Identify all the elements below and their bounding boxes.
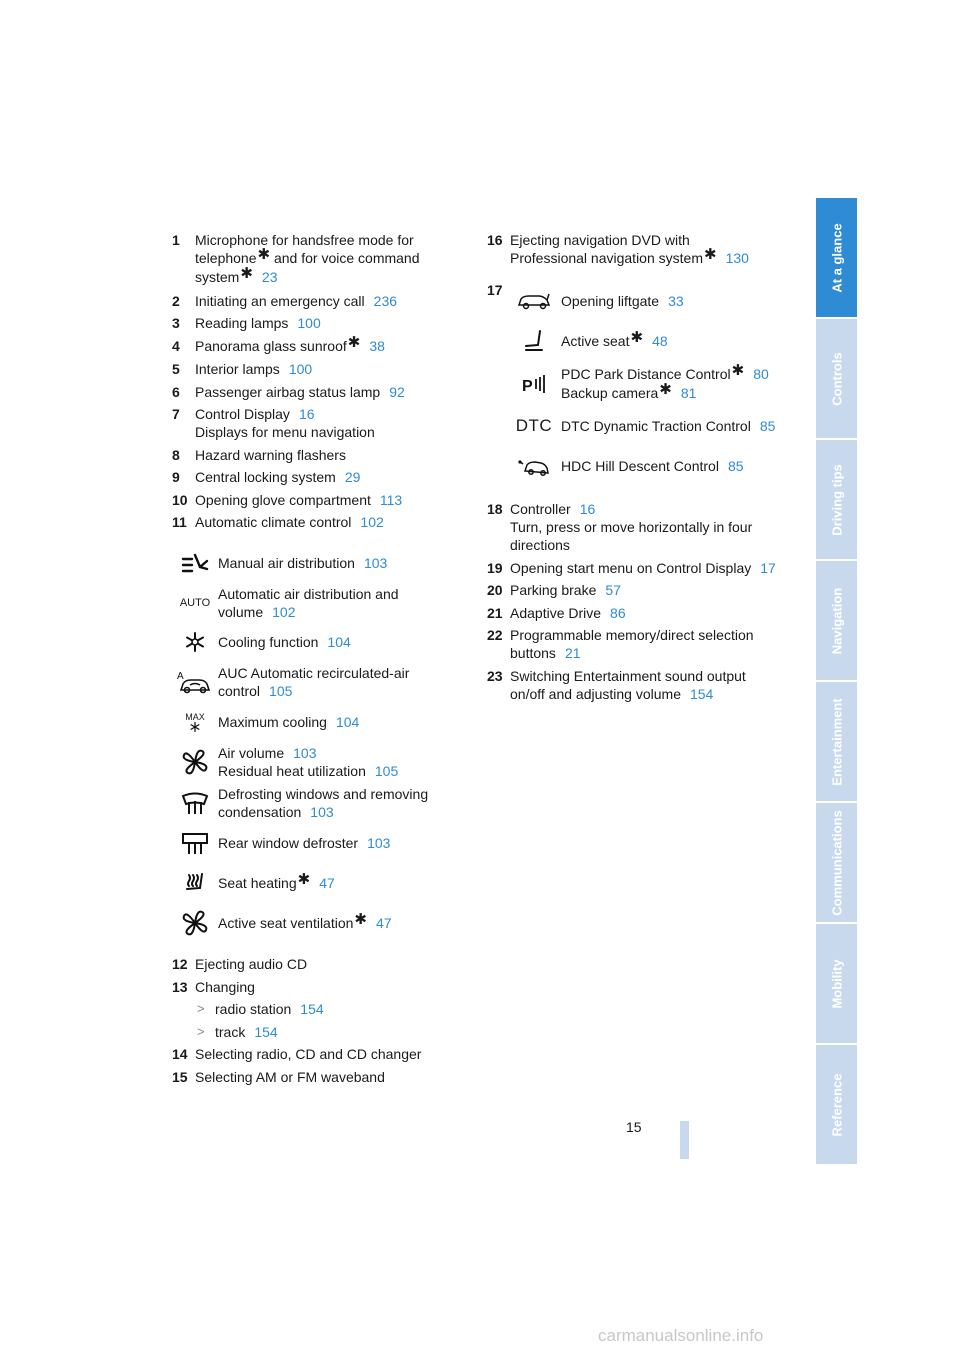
optional-star-icon: ✱ bbox=[630, 328, 644, 346]
page-ref-link[interactable]: 16 bbox=[579, 501, 596, 517]
climate-row: Air volume 103 Residual heat utilization 105 bbox=[172, 741, 472, 783]
windshield-defrost-icon bbox=[172, 790, 218, 816]
list-item-23: 23 Switching Entertainment sound output on/off and adjusting volume 154 bbox=[487, 667, 746, 702]
dtc-icon: DTC bbox=[515, 416, 553, 435]
page-ref-link[interactable]: 103 bbox=[367, 835, 391, 851]
page-ref-link[interactable]: 86 bbox=[610, 604, 626, 621]
hdc-icon bbox=[507, 455, 561, 477]
seat-heating-icon bbox=[172, 871, 218, 895]
page-ref-link[interactable]: 85 bbox=[759, 418, 776, 434]
list-item-20: 20 Parking brake 57 bbox=[487, 582, 621, 598]
list-item-9: 9 Central locking system 29 bbox=[172, 469, 361, 485]
button-row: HDC Hill Descent Control 85 bbox=[507, 446, 797, 486]
page-ref-link[interactable]: 33 bbox=[668, 293, 684, 309]
page-ref-link[interactable]: 17 bbox=[760, 559, 776, 576]
optional-star-icon: ✱ bbox=[354, 910, 367, 928]
page-ref-link[interactable]: 100 bbox=[297, 315, 321, 331]
snowflake-icon bbox=[172, 631, 218, 653]
page-ref-link[interactable]: 81 bbox=[680, 385, 697, 401]
page-ref-link[interactable]: 113 bbox=[379, 491, 403, 508]
page-ref-link[interactable]: 105 bbox=[374, 763, 399, 779]
pdc-icon bbox=[507, 373, 561, 395]
page-ref-link[interactable]: 16 bbox=[298, 406, 315, 422]
tab-reference[interactable]: Reference bbox=[816, 1045, 857, 1164]
tab-mobility[interactable]: Mobility bbox=[816, 924, 857, 1043]
page-ref-link[interactable]: 103 bbox=[363, 555, 388, 571]
page-number: 15 bbox=[626, 1119, 642, 1135]
list-item-10: 10 Opening glove compartment 113 bbox=[172, 491, 403, 508]
climate-row: Seat heating✱ 47 bbox=[172, 863, 472, 903]
page-ref-link[interactable]: 154 bbox=[300, 1001, 324, 1017]
list-item-1: 1 Microphone for handsfree mode for telephone✱ and for voice command system✱ 23 bbox=[172, 232, 420, 285]
button-row: Active seat✱ 48 bbox=[507, 320, 797, 362]
auto-icon: AUTO bbox=[179, 597, 211, 609]
page-ref-link[interactable]: 47 bbox=[319, 874, 335, 891]
page-ref-link[interactable]: 103 bbox=[310, 804, 334, 820]
page-ref-link[interactable]: 21 bbox=[564, 645, 581, 661]
page-ref-link[interactable]: 130 bbox=[725, 250, 749, 266]
list-item-2: 2 Initiating an emergency call 236 bbox=[172, 292, 398, 309]
sub-item: > track 154 bbox=[197, 1023, 278, 1040]
climate-row: Active seat ventilation✱ 47 bbox=[172, 903, 472, 943]
left-column bbox=[172, 231, 472, 1090]
climate-row: MAX Maximum cooling 104 bbox=[172, 703, 472, 741]
page-ref-link[interactable]: 38 bbox=[369, 337, 385, 354]
list-item-8: 8 Hazard warning flashers bbox=[172, 446, 346, 463]
svg-text:A: A bbox=[177, 671, 184, 682]
optional-star-icon: ✱ bbox=[704, 246, 717, 263]
page-ref-link[interactable]: 57 bbox=[605, 582, 621, 598]
watermark: carmanualsonline.info bbox=[598, 1326, 764, 1345]
list-item-11: 11 Automatic climate control 102 bbox=[172, 514, 384, 530]
active-seat-icon bbox=[507, 329, 561, 353]
recirculation-icon bbox=[172, 670, 218, 694]
list-item-15: 15 Selecting AM or FM waveband bbox=[172, 1068, 385, 1085]
list-item-12: 12 Ejecting audio CD bbox=[172, 956, 308, 972]
climate-row: Defrosting windows and removing condensation 103 bbox=[172, 783, 472, 823]
climate-row: AUTO Automatic air distribution and volume 102 bbox=[172, 583, 472, 623]
optional-star-icon: ✱ bbox=[240, 265, 253, 282]
bullet-arrow-icon: > bbox=[197, 1001, 205, 1016]
fan-icon bbox=[172, 747, 218, 777]
liftgate-icon bbox=[507, 291, 561, 311]
list-item-22: 22 Programmable memory/direct selection buttons 21 bbox=[487, 627, 754, 661]
tab-at-a-glance[interactable]: At a glance bbox=[816, 198, 857, 317]
page-number-bar bbox=[680, 1121, 689, 1159]
page-ref-link[interactable]: 104 bbox=[327, 634, 351, 650]
page-ref-link[interactable]: 102 bbox=[360, 514, 384, 530]
list-item-17: 17 Opening liftgate 33 Active seat✱ 48 P PDC Park Distance Control✱ 80 Backup camera✱ 81 DTC DTC Dynamic Traction Control 85 HDC Hill Descent Control 85 bbox=[487, 282, 797, 486]
tab-driving-tips[interactable]: Driving tips bbox=[816, 440, 857, 559]
list-item-5: 5 Interior lamps 100 bbox=[172, 361, 313, 377]
list-item-18: 18 Controller 16 Turn, press or move horizontally in four directions bbox=[487, 501, 753, 553]
page-ref-link[interactable]: 92 bbox=[389, 383, 405, 400]
page-ref-link[interactable]: 29 bbox=[344, 469, 361, 485]
optional-star-icon: ✱ bbox=[297, 870, 311, 888]
bullet-arrow-icon: > bbox=[197, 1023, 205, 1039]
page-ref-link[interactable]: 105 bbox=[269, 683, 293, 699]
list-item-7: 7 Control Display 16 Displays for menu navigation bbox=[172, 406, 375, 440]
list-item-19: 19 Opening start menu on Control Display 17 bbox=[487, 559, 776, 576]
rear-defrost-icon bbox=[172, 830, 218, 856]
chapter-tabs bbox=[816, 198, 857, 1166]
seat-ventilation-icon bbox=[172, 908, 218, 938]
optional-star-icon: ✱ bbox=[731, 362, 745, 379]
page-ref-link[interactable]: 154 bbox=[254, 1023, 278, 1040]
list-item-6: 6 Passenger airbag status lamp 92 bbox=[172, 383, 405, 400]
list-item-16: 16 Ejecting navigation DVD with Professional navigation system✱ 130 bbox=[487, 232, 749, 266]
climate-row: A AUC Automatic recirculated-air control 105 bbox=[172, 661, 472, 703]
page-ref-link[interactable]: 23 bbox=[261, 269, 278, 285]
tab-navigation[interactable]: Navigation bbox=[816, 561, 857, 680]
climate-row: Cooling function 104 bbox=[172, 623, 472, 661]
max-cooling-icon: MAX bbox=[172, 712, 218, 732]
page-ref-link[interactable]: 47 bbox=[375, 914, 392, 931]
page-ref-link[interactable]: 103 bbox=[293, 745, 317, 761]
list-item-21: 21 Adaptive Drive 86 bbox=[487, 604, 626, 621]
svg-text:P: P bbox=[522, 378, 533, 395]
button-row: P PDC Park Distance Control✱ 80 Backup camera✱ 81 bbox=[507, 362, 797, 406]
air-distribution-icon bbox=[172, 551, 218, 575]
button-row: Opening liftgate 33 bbox=[507, 282, 797, 320]
page-ref-link[interactable]: 85 bbox=[727, 458, 744, 474]
climate-buttons-table bbox=[172, 543, 472, 943]
sub-item: > radio station 154 bbox=[197, 1001, 324, 1017]
tab-entertainment[interactable]: Entertainment bbox=[816, 682, 857, 801]
optional-star-icon: ✱ bbox=[659, 381, 672, 398]
page-ref-link[interactable]: 102 bbox=[272, 604, 296, 620]
page-ref-link[interactable]: 100 bbox=[288, 361, 313, 377]
list-item-4: 4 Panorama glass sunroof✱ 38 bbox=[172, 333, 385, 354]
climate-row: Rear window defroster 103 bbox=[172, 823, 472, 863]
list-item-13: 13 Changing bbox=[172, 978, 255, 995]
page-ref-link[interactable]: 80 bbox=[753, 366, 769, 382]
tab-communications[interactable]: Communications bbox=[816, 803, 857, 922]
climate-row: Manual air distribution 103 bbox=[172, 543, 472, 583]
page-ref-link[interactable]: 104 bbox=[335, 714, 360, 730]
optional-star-icon: ✱ bbox=[257, 246, 271, 263]
page-ref-link[interactable]: 48 bbox=[652, 332, 668, 349]
page-ref-link[interactable]: 154 bbox=[689, 685, 714, 702]
page-ref-link[interactable]: 236 bbox=[373, 292, 398, 309]
right-column bbox=[487, 231, 797, 707]
list-item-3: 3 Reading lamps 100 bbox=[172, 315, 321, 331]
list-item-14: 14 Selecting radio, CD and CD changer bbox=[172, 1046, 422, 1062]
optional-star-icon: ✱ bbox=[347, 333, 361, 351]
tab-controls[interactable]: Controls bbox=[816, 319, 857, 438]
button-row: DTC DTC Dynamic Traction Control 85 bbox=[507, 406, 797, 446]
